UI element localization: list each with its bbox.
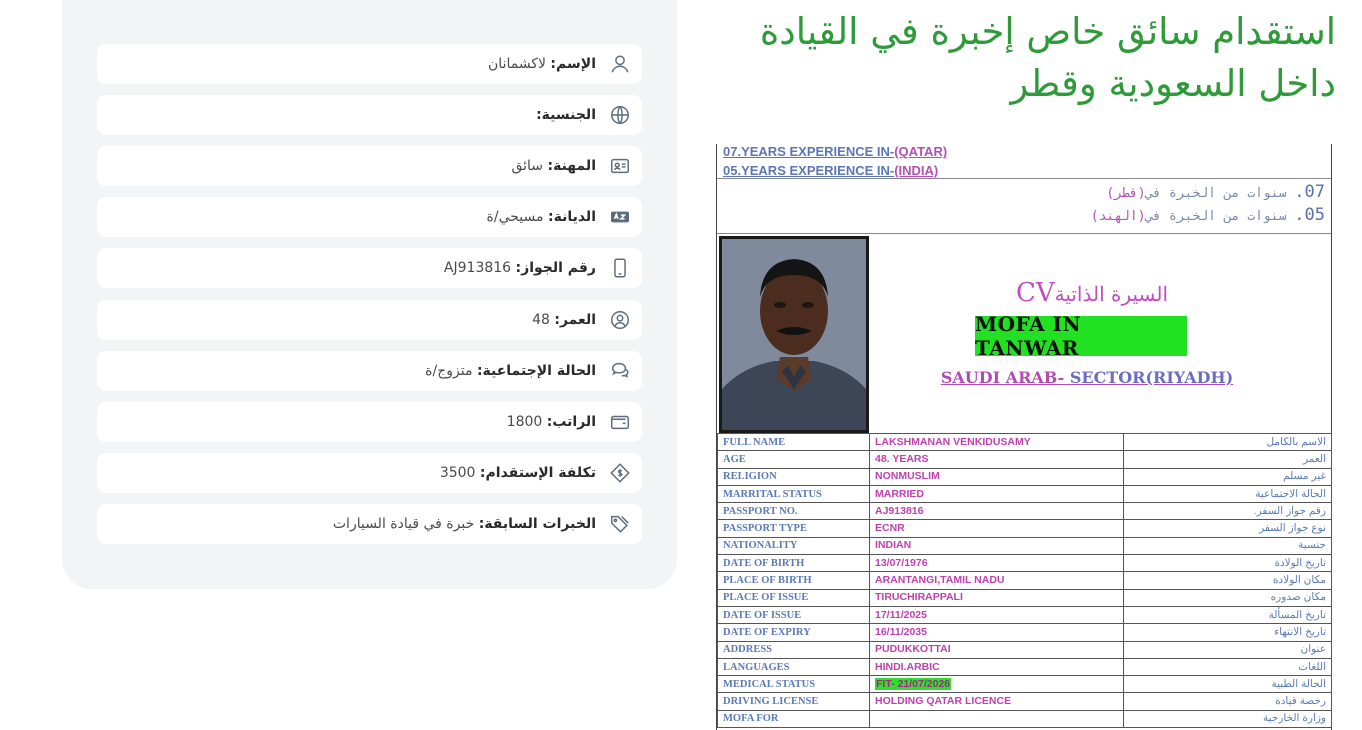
profile-row-text	[425, 363, 596, 379]
field-label-ar: الاسم بالكامل	[1124, 434, 1332, 451]
profile-row-text	[532, 312, 596, 328]
field-label-ar: اللغات	[1124, 658, 1332, 675]
field-value: خبرة في قيادة السيارات	[332, 516, 475, 532]
field-label-ar: عنوان	[1124, 641, 1332, 658]
field-label-ar: الحالة الاجتماعية	[1124, 485, 1332, 502]
table-row	[718, 520, 1332, 537]
tag-icon	[606, 510, 634, 538]
table-row	[718, 624, 1332, 641]
profile-row-name	[97, 44, 642, 84]
profile-row-text	[536, 107, 596, 123]
profile-row-text	[444, 260, 596, 276]
table-row	[718, 434, 1332, 451]
table-row	[718, 451, 1332, 468]
cv-document	[716, 144, 1332, 730]
cv-title-ar: السيرة الذاتية	[1054, 282, 1169, 306]
table-row	[718, 606, 1332, 623]
field-value: 48	[532, 312, 550, 328]
field-label: رقم الجواز:	[515, 260, 596, 276]
field-label-en: MARRITAL STATUS	[718, 485, 870, 502]
field-value: HINDI.ARBIC	[870, 658, 1124, 675]
table-row	[718, 710, 1332, 727]
sector-country: SAUDI ARAB-	[940, 368, 1065, 387]
profile-row-age	[97, 300, 642, 340]
field-value: 17/11/2025	[870, 606, 1124, 623]
field-label-ar: وزارة الخارجية	[1124, 710, 1332, 727]
field-label-ar: مكان الولادة	[1124, 572, 1332, 589]
field-label-ar: رقم جواز السفر.	[1124, 503, 1332, 520]
field-label: الديانة:	[547, 209, 596, 225]
experience-country: (INDIA)	[894, 163, 939, 178]
field-label: الخبرات السابقة:	[478, 516, 596, 532]
profile-row-text	[333, 516, 596, 532]
table-row	[718, 693, 1332, 710]
profile-row-text	[507, 414, 596, 430]
experience-text: 07.YEARS EXPERIENCE IN-	[723, 144, 895, 159]
post-title	[716, 6, 1336, 110]
field-label-ar: تاريخ الانتهاء	[1124, 624, 1332, 641]
field-label: الجنسية:	[536, 107, 596, 123]
field-label-en: DRIVING LICENSE	[718, 693, 870, 710]
field-label: تكلفة الإستقدام:	[479, 465, 596, 481]
experience-line-ar	[1106, 182, 1325, 202]
field-label-ar: مكان صدوره	[1124, 589, 1332, 606]
post-title-line2: داخل السعودية وقطر	[1010, 62, 1336, 105]
field-value: سائق	[511, 158, 544, 174]
field-label: الراتب:	[546, 414, 596, 430]
profile-row-text	[440, 465, 596, 481]
highlighted-value: FIT- 21/07/2026	[876, 677, 951, 690]
experience-line-en	[723, 144, 1123, 159]
field-value: AJ913816	[870, 503, 1124, 520]
field-label-en: FULL NAME	[718, 434, 870, 451]
cv-title-en: CV	[1015, 278, 1055, 308]
field-value: NONMUSLIM	[870, 468, 1124, 485]
table-row	[718, 676, 1332, 693]
field-value: AJ913816	[443, 260, 512, 276]
field-label: الحالة الإجتماعية:	[476, 363, 596, 379]
field-value: ARANTANGI,TAMIL NADU	[870, 572, 1124, 589]
field-value: متزوج/ة	[425, 363, 473, 379]
profile-row-passport	[97, 248, 642, 288]
field-label-en: PASSPORT TYPE	[718, 520, 870, 537]
table-row	[718, 658, 1332, 675]
field-label-ar: العمر	[1124, 451, 1332, 468]
table-row	[718, 468, 1332, 485]
field-value: MARRIED	[870, 485, 1124, 502]
sector-city: SECTOR(RIYADH)	[1064, 368, 1234, 387]
field-label-en: DATE OF BIRTH	[718, 555, 870, 572]
field-label-ar: جنسية	[1124, 537, 1332, 554]
field-label-en: MEDICAL STATUS	[718, 676, 870, 693]
field-label-ar: غير مسلم	[1124, 468, 1332, 485]
profile-row-experience	[97, 504, 642, 544]
field-label: المهنة:	[547, 158, 596, 174]
profile-row-nationality	[97, 95, 642, 135]
profile-row-salary	[97, 402, 642, 442]
table-row	[718, 572, 1332, 589]
field-label-en: ADDRESS	[718, 641, 870, 658]
globe-icon	[606, 101, 634, 129]
field-label-en: PASSPORT NO.	[718, 503, 870, 520]
post-title-line1: استقدام سائق خاص إخبرة في القيادة	[759, 10, 1336, 53]
field-value	[870, 676, 1124, 693]
field-value: INDIAN	[870, 537, 1124, 554]
experience-line-ar	[1091, 205, 1325, 225]
field-label-en: NATIONALITY	[718, 537, 870, 554]
field-value: HOLDING QATAR LICENCE	[870, 693, 1124, 710]
experience-years: 07.	[1294, 182, 1325, 202]
experience-text: سنوات من الخبرة في	[1145, 209, 1287, 224]
field-label-ar: تاريخ الولادة	[1124, 555, 1332, 572]
experience-country: (قطر)	[1106, 186, 1146, 201]
table-row	[718, 641, 1332, 658]
experience-country: (الهند)	[1090, 209, 1146, 224]
profile-row-religion	[97, 197, 642, 237]
field-value: TIRUCHIRAPPALI	[870, 589, 1124, 606]
table-row	[718, 537, 1332, 554]
sector-line	[917, 368, 1257, 387]
table-row	[718, 503, 1332, 520]
field-label: الإسم:	[550, 56, 596, 72]
field-value: 16/11/2035	[870, 624, 1124, 641]
field-value: مسيحي/ة	[486, 209, 544, 225]
phone-icon	[606, 254, 634, 282]
field-value: PUDUKKOTTAI	[870, 641, 1124, 658]
field-label-en: PLACE OF BIRTH	[718, 572, 870, 589]
field-value: LAKSHMANAN VENKIDUSAMY	[870, 434, 1124, 451]
profile-row-text	[488, 56, 596, 72]
wallet-icon	[606, 408, 634, 436]
field-value: لاكشمانان	[488, 56, 546, 72]
field-value: 48. YEARS	[870, 451, 1124, 468]
field-label-ar: الحالة الطبية	[1124, 676, 1332, 693]
profile-row-cost	[97, 453, 642, 493]
field-value	[870, 710, 1124, 727]
money-icon	[606, 459, 634, 487]
chat-icon	[606, 357, 634, 385]
field-label-en: LANGUAGES	[718, 658, 870, 675]
table-row	[718, 589, 1332, 606]
portrait-illustration	[722, 239, 866, 430]
field-label-ar: رخصة قيادة	[1124, 693, 1332, 710]
field-label-en: DATE OF ISSUE	[718, 606, 870, 623]
profile-row-profession	[97, 146, 642, 186]
user-circle-icon	[606, 306, 634, 334]
field-value: ECNR	[870, 520, 1124, 537]
field-label-en: MOFA FOR	[718, 710, 870, 727]
experience-text: 05.YEARS EXPERIENCE IN-	[723, 163, 895, 178]
experience-arabic-box	[717, 178, 1331, 234]
agency-banner: MOFA IN TANWAR	[975, 316, 1187, 356]
experience-text: سنوات من الخبرة في	[1145, 186, 1287, 201]
profile-row-marital	[97, 351, 642, 391]
profile-card	[62, 0, 677, 589]
experience-country: (QATAR)	[894, 144, 948, 159]
religion-card-icon	[606, 203, 634, 231]
cv-details-table	[717, 433, 1332, 728]
applicant-photo	[719, 236, 869, 433]
experience-years: 05.	[1294, 205, 1325, 225]
field-label-ar: تاريخ المسألة	[1124, 606, 1332, 623]
table-row	[718, 485, 1332, 502]
field-label: العمر:	[554, 312, 596, 328]
field-value: 13/07/1976	[870, 555, 1124, 572]
profile-row-text	[511, 158, 596, 174]
experience-line-en	[723, 163, 1123, 178]
field-label-en: DATE OF EXPIRY	[718, 624, 870, 641]
field-label-en: PLACE OF ISSUE	[718, 589, 870, 606]
id-card-icon	[606, 152, 634, 180]
user-icon	[606, 50, 634, 78]
field-label-ar: نوع جواز السفر	[1124, 520, 1332, 537]
field-label-en: AGE	[718, 451, 870, 468]
field-value: 3500	[439, 465, 476, 481]
table-row	[718, 555, 1332, 572]
field-label-en: RELIGION	[718, 468, 870, 485]
profile-row-text	[487, 209, 596, 225]
field-value: 1800	[506, 414, 543, 430]
